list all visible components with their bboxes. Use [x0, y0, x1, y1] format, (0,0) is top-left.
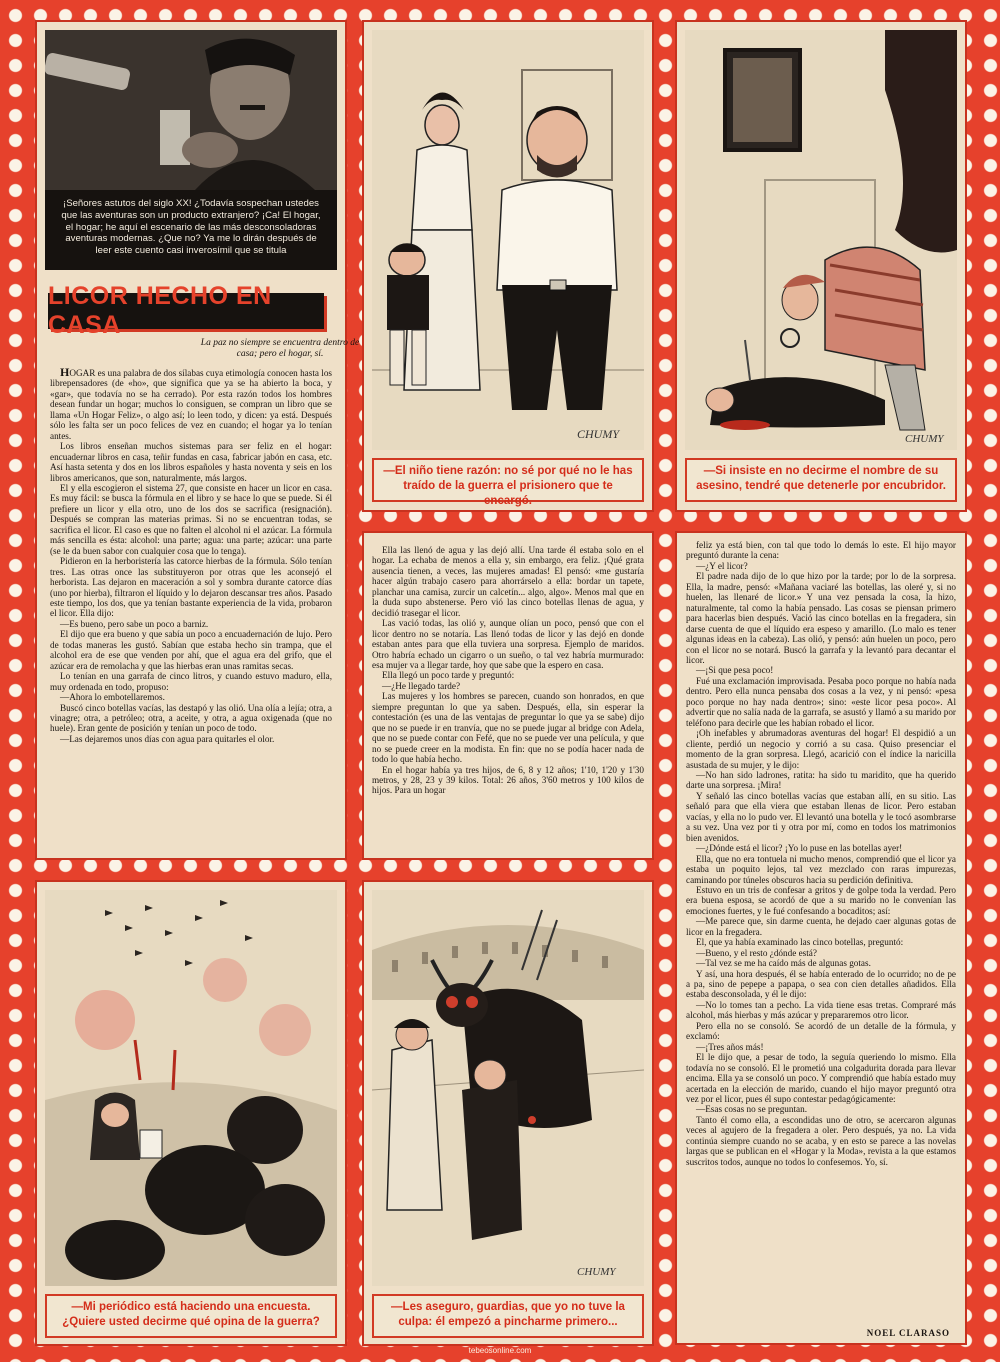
- paragraph: El y ella escogieron el sistema 27, que consiste en hacer un licor en casa. Es muy fácil: se busca la fórmula en el libro y se hace lo que se puede. Si él prefiere un licor y ella otro, uno de los dos se sacrifica (resignación). Después se compran las materias primas. Si no se encuentran todas, se sacrifica el licor. El caso es que no falten el alcohol ni el azúcar. La fórmula más sencilla es ésta: alcohol: una parte; agua: una parte; azúcar: una parte (se le da buen sabor con cualquier cosa que lo tenga).: [50, 482, 332, 556]
- paragraph: —Me parece que, sin darme cuenta, he dejado caer algunas gotas de licor en la fregadera.: [686, 916, 956, 937]
- cartoon-detective-illustration: [685, 30, 957, 450]
- paragraph: —¿Dónde está el licor? ¡Yo lo puse en las botellas ayer!: [696, 843, 903, 854]
- story-title: LICOR HECHO EN CASA: [48, 293, 324, 329]
- paragraph: —Las dejaremos unos días con agua para quitarles el olor.: [60, 733, 275, 744]
- paragraph: Y señaló las cinco botellas vacías que estaban allí, en su sitio. Las señaló para que ella viera que estaban llenas de licor. Pero estaban vacías, y ella no lo pudo ver. El levantó una botella y le tocó asombrarse a su vez. Una vez por ti y otra por mí, como en todos los matrimonios bien avenidos.: [686, 790, 956, 843]
- cartoon-family-illustration: [372, 30, 644, 450]
- paragraph: —¡Si que pesa poco!: [696, 665, 774, 676]
- story-column-2: [372, 545, 644, 853]
- paragraph: Las vació todas, las olió y, aunque olían un poco, pensó que con el licor dentro no se notaría. Las llenó todas de licor y las dejó en donde estaban antes para que ella tuviera una sorpresa. Ejemplo de maridos. Otro habría echado un cigarro o un sueño, o tal vez habría murmurado: esa mujer va a llegar tarde, hoy que sabe que la espero en casa.: [372, 618, 644, 670]
- intro-text: ¡Señores astutos del siglo XX! ¿Todavía sospechan ustedes que las aventuras son un producto extranjero? ¡Ca! El hogar, el hogar; he aquí el escenario de las más desconsoladoras aventuras modernas. ¿Que no? Ya me lo dirán después de leer este cuento casi inverosímil que se titula: [45, 190, 337, 270]
- paragraph: —Esas cosas no se preguntan.: [696, 1104, 807, 1115]
- site-credit: tebeosonline.com: [468, 1346, 532, 1355]
- cartoon-bullfight-illustration: [372, 890, 644, 1286]
- paragraph: —No lo tomes tan a pecho. La vida tiene esas tretas. Compraré más alcohol, más hierbas y más azúcar y prepararemos otro licor.: [686, 999, 956, 1021]
- caption-bottom-middle: —Les aseguro, guardias, que yo no tuve la culpa: él empezó a pincharme primero...: [372, 1294, 644, 1338]
- paragraph: El le dijo que, a pesar de todo, la seguía queriendo lo mismo. Ella todavía no se consoló. El le prometió una colgadurita dorada para llevar encima. Ella ya se consoló un poco. Y comprendió que había estado muy acertada en la elección de marido, cuando el hijo mayor preguntó otra vez por el licor, pues él supo contestar pedagógicamente:: [686, 1052, 956, 1105]
- paragraph: Buscó cinco botellas vacías, las destapó y las olió. Una olía a lejía; otra, a vinagre; otra, a petróleo; otra, a aceite, y otra, a agua oxigenada (que no huele). Eran gente de posición y tenían un poco de todo.: [50, 702, 332, 734]
- paragraph: Los libros enseñan muchos sistemas para ser feliz en el hogar: encuadernar libros en casa, teñir fundas en casa, fabricar jabón en casa, etc. Así hasta setenta y dos en los libros españoles y hasta noventa y seis en los libros americanos, que son, naturalmente, más largos.: [50, 441, 332, 483]
- paragraph: Tanto él como ella, a escondidas uno de otro, se acercaron algunas veces al agujero de la fregadera a oler. Pero después, ya no. La vida continúa siempre cuando no se acaba, y en esto se parece a las novelas largas que se publican en el «Hogar y la Moda», revista a la que estamos suscritos todos, aunque no todos lo confesemos. Yo, sí.: [686, 1114, 956, 1167]
- paragraph: HOGAR es una palabra de dos sílabas cuya etimología conocen hasta los librepensadores (de «ho», que significa que ya se ha abierto la boca, y «gar», que todavía no se ha cerrado). Por esta razón todos los hombres desean fundar un hogar; muchos lo consiguen, se compran un libro que se llama «Un Hogar Feliz», o algo así; lo leen todo, y dicen: ya está. Después sólo les falta ser un poco felices de vez en cuando; el hogar ya lo tenían antes.: [50, 365, 332, 441]
- paragraph: —¡Tres años más!: [696, 1041, 764, 1052]
- paragraph: Pero ella no se consoló. Se acordó de un detalle de la fórmula, y exclamó:: [686, 1020, 956, 1042]
- paragraph: —Tal vez se me ha caído más de algunas gotas.: [696, 958, 871, 969]
- paragraph: —Ahora lo embotellaremos.: [60, 692, 165, 703]
- paragraph: Fué una exclamación improvisada. Pesaba poco porque no había nada dentro. Pero ella nunca pensaba dos cosas a la vez, y ni pensó: «pesa poco porque no hay nada dentro»; sino: «este licor pesa poco». Al advertir que no salía nada de la garrafa, se asustó y llamó a su marido por teléfono para decirle que les habían robado el licor.: [686, 675, 956, 728]
- paragraph: ¡Oh inefables y abrumadoras aventuras del hogar! El despidió a un cliente, perdió un negocio y corrió a su casa. Quiso presenciar el momento de la gran sorpresa. Llegó, acarició con el índice la naricilla asustada de su mujer, y le dijo:: [686, 728, 956, 770]
- caption-top-middle: —El niño tiene razón: no sé por qué no le has traído de la guerra el prisionero que te encargó.: [372, 458, 644, 502]
- story-column-3: [686, 540, 956, 1325]
- paragraph: —No han sido ladrones, ratita: ha sido tu maridito, que ha querido darte una sorpresa. ¡Mira!: [686, 769, 956, 791]
- author-signature: NOEL CLARASO: [866, 1328, 950, 1338]
- paragraph: Lo tenían en una garrafa de cinco litros, y cuando estuvo maduro, ella, muy ordenada en todo, propuso:: [50, 671, 332, 692]
- paragraph: Y así, una hora después, él se había enterado de lo ocurrido; no de pe a pa, sino de pepepe a papapa, o sea con cien detalles añadidos. Ella estaba desconsolada, y él le dijo:: [686, 968, 956, 1000]
- paragraph: —¿Y el licor?: [696, 560, 748, 571]
- epigraph: La paz no siempre se encuentra dentro de casa; pero el hogar, sí.: [200, 338, 360, 359]
- paragraph: En el hogar había ya tres hijos, de 6, 8 y 12 años; 1'10, 1'20 y 1'30 metros, y 28, 23 y 39 kilos. Total: 26 años, 3'60 metros y 100 kilos de hijos. Para un hogar: [372, 764, 644, 796]
- paragraph: —Bueno, y el resto ¿dónde está?: [696, 947, 817, 958]
- paragraph: Pidieron en la herboristería las catorce hierbas de la fórmula. Sólo tenían tres. Las otras once las substituyeron por otras que les aconsejó el herborista. Las dejaron en maceración a sol y sombra durante catorce días (uno por hierba), filtraron el líquido y lo dejaron descansar tres años. Pasado este tiempo, los dos, que ya tenían bastante experiencia de la vida, probaron el licor. Ella dijo:: [50, 556, 332, 619]
- paragraph: Ella las llenó de agua y las dejó allí. Una tarde él estaba solo en el hogar. La echaba de menos a ella y, sin embargo, era feliz. ¡Qué grata ausencia tienen, a veces, las mujeres amadas! El pensó: «me gustaría hacer algún trabajo casero para ahorrárselo a ella: bordar un tapete, planchar una camisa, zurcir un calcetín... algo, algo». Menos mal que en la duda supo abstenerse. Pero vió las cinco botellas llenas de agua, y decidió trasegar el licor.: [372, 545, 644, 618]
- caption-bottom-left: —Mi periódico está haciendo una encuesta. ¿Quiere usted decirme qué opina de la guerra?: [45, 1294, 337, 1338]
- paragraph: Las mujeres y los hombres se parecen, cuando son honrados, en que siempre preguntan lo que ya saben. Después, ella, sin esperar la contestación (es una de las ventajas de preguntar lo que ya se sabe) dijo que no se puede ir en tranvía, que no se puede jugar al bridge con Adela, que no se puede contar con Fefé, que no se puede ver una película, y que no se puede creer en la modista. En fin: que no se podía hacer nada de todo lo que había hecho.: [372, 691, 644, 765]
- paragraph: El dijo que era bueno y que sabía un poco a encuadernación de lujo. Pero de todas maneras les gustó. Sabían que estaba hecho sin trampa, que el alcohol era de ese que venden por ahí, que el agua era del grifo, que el azúcar era de remolacha y que las hierbas eran unas ramitas secas.: [50, 629, 332, 671]
- caption-top-right: —Si insiste en no decirme el nombre de su asesino, tendré que detenerle por encubridor.: [685, 458, 957, 502]
- story-column-1: [50, 367, 332, 853]
- paragraph: feliz ya está bien, con tal que todo lo demás lo este. El hijo mayor preguntó durante la cena:: [686, 540, 956, 561]
- paragraph: El, que ya había examinado las cinco botellas, preguntó:: [696, 937, 904, 948]
- artist-signature: CHUMY: [577, 427, 620, 441]
- paragraph: —Es bueno, pero sabe un poco a barniz.: [60, 618, 209, 629]
- paragraph: Estuvo en un tris de confesar a gritos y de golpe toda la verdad. Pero era buena esposa, se acordó de que a su marido no le convenían las emociones fuertes, y le fué confesando a bocaditos; así:: [686, 884, 956, 916]
- paragraph: Ella, que no era tontuela ni mucho menos, comprendió que el licor ya estaba un poquito lejos, tal vez mezclado con raras impurezas, caminando por túneles obscuros hacia su perdición definitiva.: [686, 853, 956, 885]
- man-pouring-liquor-photo: [45, 30, 337, 190]
- paragraph: Ella llegó un poco tarde y preguntó:: [382, 670, 515, 681]
- artist-signature: CHUMY: [905, 433, 944, 445]
- cartoon-war-illustration: [45, 890, 337, 1286]
- dropcap: H: [60, 365, 70, 379]
- paragraph: El padre nada dijo de lo que hizo por la tarde; por lo de la sorpresa. Ella, la madre, pensó: «Mañana vaciaré las botellas, las oleré y, si no huelen, las llenaré de licor.» Y una vez pensada la cosa, la hizo, naturalmente, tal como la había pensado. Las cosas se piensan primero para hacerlas bien después. Vació las cinco botellas en la fregadera, sin darse cuenta de que el líquido era espeso y amarillo. (Lo malo es tener algunas ideas en la cabeza). Las olió, y pensó: aún huelen un poco, pero con el licor no se notará. Buscó la garrafa y la levantó para decantar el licor.: [686, 571, 956, 665]
- paragraph: —¿He llegado tarde?: [382, 680, 461, 691]
- artist-signature: CHUMY: [577, 1266, 616, 1278]
